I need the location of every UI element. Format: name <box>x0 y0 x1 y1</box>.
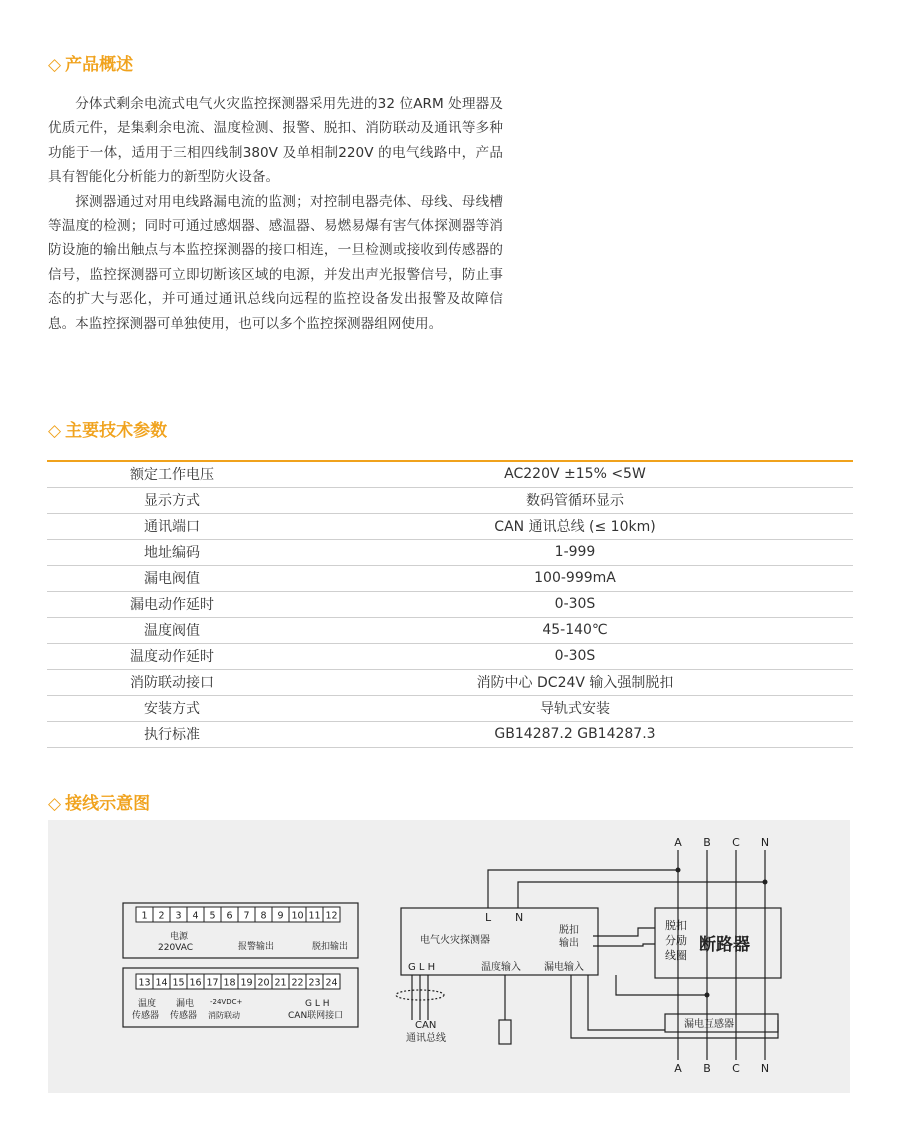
param-value: GB14287.2 GB14287.3 <box>297 721 853 747</box>
params-row <box>47 617 853 643</box>
phase-label: N <box>760 1062 770 1075</box>
terminal-number: 13 <box>138 977 151 989</box>
params-title: 主要技术参数 <box>65 421 168 441</box>
detector-leak-input: 漏电输入 <box>544 962 584 973</box>
leak-sensor-label-2: 传感器 <box>170 1011 198 1021</box>
terminal-row-bottom <box>136 974 340 989</box>
can-bus-label-1: CAN <box>415 1020 437 1031</box>
diamond-icon: ◇ <box>48 55 62 75</box>
wiring-heading <box>48 789 150 814</box>
overview-text <box>48 92 503 336</box>
params-row <box>47 721 853 747</box>
param-name: 温度动作延时 <box>47 643 297 669</box>
params-row <box>47 539 853 565</box>
param-value: 1-999 <box>297 539 853 565</box>
param-value: 0-30S <box>297 591 853 617</box>
param-name: 显示方式 <box>47 487 297 513</box>
param-value: 消防中心 DC24V 输入强制脱扣 <box>297 669 853 695</box>
terminal-number: 19 <box>240 977 253 989</box>
terminal-number: 3 <box>175 910 182 922</box>
diamond-icon: ◇ <box>48 421 62 441</box>
phase-label: C <box>732 1062 740 1075</box>
terminal-number: 1 <box>141 910 148 922</box>
transformer-label: 漏电互感器 <box>684 1019 734 1030</box>
can-port-label-1: G L H <box>305 999 330 1009</box>
params-row <box>47 695 853 721</box>
wiring-title: 接线示意图 <box>65 794 151 814</box>
terminal-number: 4 <box>192 910 199 922</box>
params-row <box>47 513 853 539</box>
terminal-number: 6 <box>226 910 233 922</box>
terminal-number: 5 <box>209 910 216 922</box>
power-label-1: 电源 <box>170 932 189 942</box>
param-value: 100-999mA <box>297 565 853 591</box>
detector-trip-label-1: 脱扣 <box>559 925 579 936</box>
detector-temp-input: 温度输入 <box>481 962 521 973</box>
param-name: 执行标准 <box>47 721 297 747</box>
param-value: 0-30S <box>297 643 853 669</box>
terminal-number: 21 <box>274 977 287 989</box>
param-value: AC220V ±15% <5W <box>297 461 853 487</box>
temp-sensor-label-1: 温度 <box>138 999 157 1009</box>
overview-paragraph-1: 分体式剩余电流式电气火灾监控探测器采用先进的32 位ARM 处理器及优质元件，是集剩余电流、温度检测、报警、脱扣、消防联动及通讯等多种功能于一体，适用于三相四线制380V 及单相制220V 的电气线路中，产品具有智能化分析能力的新型防火设备。 <box>48 96 503 186</box>
phase-label: A <box>674 836 682 849</box>
trip-label: 脱扣输出 <box>312 942 349 952</box>
detector-L-label: L <box>485 911 492 924</box>
terminal-number: 11 <box>308 910 321 922</box>
params-table <box>47 460 853 748</box>
phase-label: N <box>760 836 770 849</box>
diamond-icon: ◇ <box>48 794 62 814</box>
phase-labels-bottom <box>674 1062 769 1075</box>
overview-heading <box>48 50 133 75</box>
can-bus-label-2: 通讯总线 <box>406 1033 446 1044</box>
terminal-number: 15 <box>172 977 185 989</box>
param-name: 漏电动作延时 <box>47 591 297 617</box>
wiring-diagram <box>48 820 850 1093</box>
can-port-label-2: CAN联网接口 <box>288 1011 344 1021</box>
detector-glh-label: G L H <box>408 962 436 973</box>
terminal-number: 2 <box>158 910 165 922</box>
leak-sensor-label-1: 漏电 <box>176 999 195 1009</box>
param-name: 额定工作电压 <box>47 461 297 487</box>
terminal-number: 7 <box>243 910 250 922</box>
terminal-number: 20 <box>257 977 270 989</box>
phase-label: B <box>703 836 711 849</box>
param-value: 数码管循环显示 <box>297 487 853 513</box>
breaker-name: 断路器 <box>699 935 750 955</box>
breaker-coil-label-1: 脱扣 <box>665 919 687 932</box>
wiring-diagram-svg <box>48 820 850 1093</box>
terminal-number: 23 <box>308 977 321 989</box>
params-row <box>47 643 853 669</box>
terminal-number: 22 <box>291 977 304 989</box>
params-row <box>47 669 853 695</box>
phase-label: A <box>674 1062 682 1075</box>
terminal-number: 9 <box>277 910 284 922</box>
phase-labels-top <box>674 836 769 849</box>
breaker-coil-label-2: 分励 <box>665 934 687 947</box>
params-row <box>47 487 853 513</box>
phase-label: B <box>703 1062 711 1075</box>
terminal-number: 17 <box>206 977 219 989</box>
terminal-number: 10 <box>291 910 304 922</box>
param-name: 漏电阀值 <box>47 565 297 591</box>
terminal-number: 8 <box>260 910 267 922</box>
param-name: 温度阀值 <box>47 617 297 643</box>
fire-link-label-2: 消防联动 <box>208 1011 240 1020</box>
param-name: 地址编码 <box>47 539 297 565</box>
temp-sensor-label-2: 传感器 <box>132 1011 160 1021</box>
detector-title: 电气火灾探测器 <box>420 935 490 946</box>
alarm-label: 报警输出 <box>238 942 275 952</box>
param-value: 45-140℃ <box>297 617 853 643</box>
params-row <box>47 565 853 591</box>
param-name: 消防联动接口 <box>47 669 297 695</box>
param-name: 安装方式 <box>47 695 297 721</box>
fire-link-label-1: -24VDC+ <box>210 998 243 1006</box>
terminal-number: 12 <box>325 910 338 922</box>
params-heading <box>48 416 167 441</box>
overview-paragraph-2: 探测器通过对用电线路漏电流的监测；对控制电器壳体、母线、母线槽等温度的检测；同时可通过感烟器、感温器、易燃易爆有害气体探测器等消防设施的输出触点与本监控探测器的接口相连，一旦检测或接收到传感器的信号，监控探测器可立即切断该区域的电源，并发出声光报警信号，防止事态的扩大与恶化，并可通过通讯总线向远程的监控设备发出报警及故障信息。本监控探测器可单独使用，也可以多个监控探测器组网使用。 <box>48 193 503 332</box>
phase-label: C <box>732 836 740 849</box>
terminal-number: 14 <box>155 977 168 989</box>
param-value: 导轨式安装 <box>297 695 853 721</box>
params-row <box>47 591 853 617</box>
breaker-coil-label-3: 线圈 <box>665 949 687 962</box>
params-row <box>47 461 853 487</box>
param-value: CAN 通讯总线 (≤ 10km) <box>297 513 853 539</box>
param-name: 通讯端口 <box>47 513 297 539</box>
terminal-number: 16 <box>189 977 202 989</box>
detector-trip-label-2: 输出 <box>559 938 579 949</box>
overview-title: 产品概述 <box>65 55 134 75</box>
power-label-2: 220VAC <box>158 943 194 953</box>
terminal-number: 18 <box>223 977 236 989</box>
terminal-number: 24 <box>325 977 338 989</box>
detector-N-label: N <box>515 911 524 924</box>
terminal-row-top <box>136 907 340 922</box>
